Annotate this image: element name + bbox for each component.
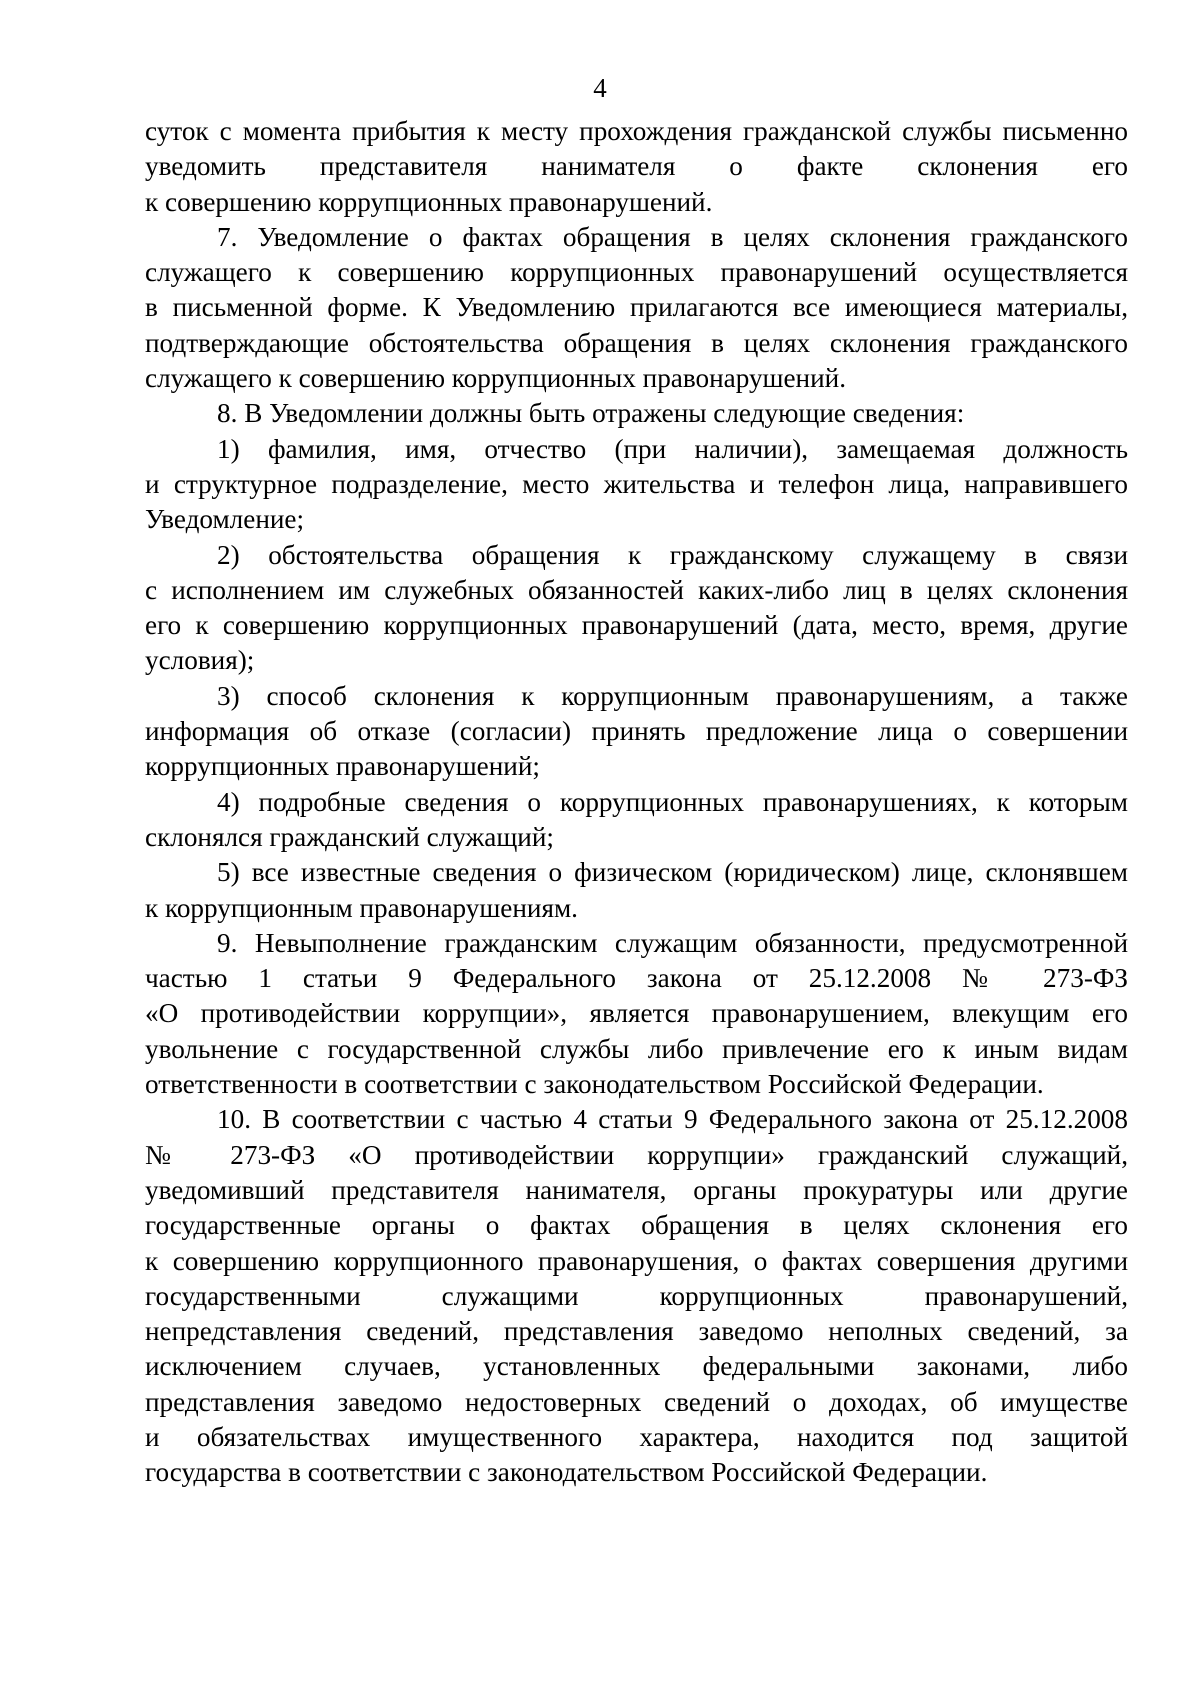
text-line: Уведомление; — [145, 504, 305, 535]
text-line: к совершению коррупционного правонарушения, о фактах совершения другими — [145, 1245, 1128, 1276]
text-line: к коррупционным правонарушениям. — [145, 892, 578, 923]
paragraph-p7 — [145, 220, 1128, 396]
paragraph-p8-1 — [145, 432, 1128, 538]
text-line: с исполнением им служебных обязанностей каких-либо лиц в целях склонения — [145, 574, 1128, 605]
text-line: государственными служащими коррупционных правонарушений, — [145, 1280, 1128, 1311]
text-line: 7. Уведомление о фактах обращения в целях склонения гражданского — [217, 221, 1128, 252]
text-line: суток с момента прибытия к месту прохождения гражданской службы письменно — [145, 116, 1128, 146]
paragraph-p10 — [145, 1102, 1128, 1490]
paragraph-p8-4 — [145, 785, 1128, 856]
text-line: 1) фамилия, имя, отчество (при наличии), замещаемая должность — [217, 433, 1128, 464]
text-line: 5) все известные сведения о физическом (юридическом) лице, склонявшем — [217, 857, 1128, 888]
text-line: в письменной форме. К Уведомлению прилагаются все имеющиеся материалы, — [145, 292, 1128, 323]
paragraph-p8-2 — [145, 538, 1128, 679]
text-line: 8. В Уведомлении должны быть отражены следующие сведения: — [217, 398, 965, 429]
page-number: 4 — [593, 73, 607, 103]
text-line: условия); — [145, 645, 255, 676]
text-line: склонялся гражданский служащий; — [145, 821, 554, 852]
document-body — [145, 114, 1128, 1491]
text-line: № 273-ФЗ «О противодействии коррупции» гражданский служащий, — [145, 1139, 1128, 1170]
text-line: «О противодействии коррупции», является правонарушением, влекущим его — [145, 998, 1128, 1029]
paragraph-p8-5 — [145, 855, 1128, 926]
text-line: 9. Невыполнение гражданским служащим обязанности, предусмотренной — [217, 927, 1128, 958]
text-line: 4) подробные сведения о коррупционных правонарушениях, к которым — [217, 786, 1128, 817]
text-line: его к совершению коррупционных правонарушений (дата, место, время, другие — [145, 610, 1128, 641]
text-line: подтверждающие обстоятельства обращения в целях склонения гражданского — [145, 327, 1128, 358]
text-line: 2) обстоятельства обращения к гражданскому служащему в связи — [217, 539, 1128, 570]
text-line: представления заведомо недостоверных сведений о доходах, об имуществе — [145, 1386, 1128, 1417]
paragraph-p8-3 — [145, 679, 1128, 785]
text-line: информация об отказе (согласии) принять предложение лица о совершении — [145, 716, 1128, 747]
text-line: 3) способ склонения к коррупционным правонарушениям, а также — [217, 680, 1128, 711]
text-line: исключением случаев, установленных федеральными законами, либо — [145, 1351, 1128, 1382]
text-line: уведомить представителя нанимателя о факте склонения его — [145, 151, 1128, 182]
text-line: и структурное подразделение, место жительства и телефон лица, направившего — [145, 468, 1128, 499]
text-line: государственные органы о фактах обращения в целях склонения его — [145, 1210, 1128, 1241]
text-line: к совершению коррупционных правонарушений. — [145, 186, 713, 217]
text-line: увольнение с государственной службы либо привлечение его к иным видам — [145, 1033, 1128, 1064]
text-line: уведомивший представителя нанимателя, органы прокуратуры или другие — [145, 1174, 1128, 1205]
text-line: служащего к совершению коррупционных правонарушений. — [145, 363, 846, 394]
text-line: служащего к совершению коррупционных правонарушений осуществляется — [145, 257, 1128, 288]
text-line: и обязательствах имущественного характера, находится под защитой — [145, 1421, 1128, 1452]
text-line: коррупционных правонарушений; — [145, 751, 540, 782]
paragraph-p-cont — [145, 114, 1128, 220]
paragraph-p9 — [145, 926, 1128, 1102]
text-line: частью 1 статьи 9 Федерального закона от 25.12.2008 № 273-ФЗ — [145, 963, 1128, 994]
text-line: непредставления сведений, представления заведомо неполных сведений, за — [145, 1316, 1128, 1347]
paragraph-p8 — [145, 396, 1128, 431]
text-line: 10. В соответствии с частью 4 статьи 9 Федерального закона от 25.12.2008 — [217, 1104, 1128, 1135]
text-line: государства в соответствии с законодательством Российской Федерации. — [145, 1457, 988, 1488]
text-line: ответственности в соответствии с законодательством Российской Федерации. — [145, 1069, 1044, 1100]
